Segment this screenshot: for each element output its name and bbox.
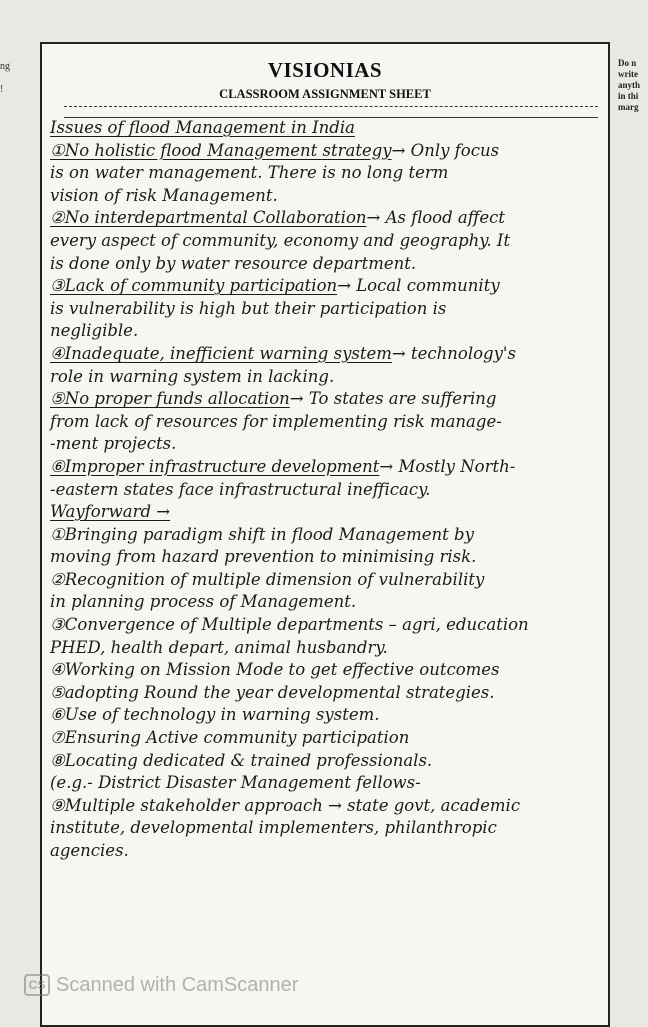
answer-line [50,772,620,795]
answer-line-text: ①Bringing paradigm shift in flood Management by [50,524,474,544]
answer-line-text: is done only by water resource department. [50,253,417,273]
answer-line-text: ⑥Use of technology in warning system. [50,705,380,725]
answer-line [50,840,620,863]
answer-line [50,320,620,343]
sheet-subtitle: CLASSROOM ASSIGNMENT SHEET [219,87,431,101]
answer-line-text: ⑤adopting Round the year developmental strategies. [50,682,495,702]
answer-line-text: PHED, health depart, animal husbandry. [50,637,388,657]
answer-line [50,343,620,366]
answer-line-underlined: Wayforward → [50,502,171,522]
watermark-text: Scanned with CamScanner [56,973,299,996]
answer-line [50,704,620,727]
right-margin-line: Do n [618,58,637,68]
answer-line-text: ⑦Ensuring Active community participation [50,728,410,748]
answer-line-text: ③Convergence of Multiple departments – agri, education [50,615,529,635]
answer-line [50,637,620,660]
right-margin-line: in thi [618,91,639,101]
answer-line-text: is on water management. There is no long term [50,163,449,183]
answer-line [50,456,620,479]
answer-line [50,253,620,276]
answer-line [50,795,620,818]
answer-line-text: is vulnerability is high but their participation is [50,298,447,318]
answer-line-text: → Local community [337,276,500,296]
right-margin-line: marg [618,102,639,112]
answer-line-text: → Mostly North- [379,456,516,476]
answer-line [50,591,620,614]
answer-line-text: → As flood affect [366,208,506,228]
answer-line [50,501,620,524]
answer-line [50,230,620,253]
answer-line-text: in planning process of Management. [50,592,357,612]
camscanner-watermark [24,970,298,1000]
answer-line-text: agencies. [50,841,129,860]
answer-line-underlined: ④Inadequate, inefficient warning system [50,343,392,363]
answer-line [50,479,620,502]
assignment-sheet [40,42,610,1027]
answer-heading-text: Issues of flood Management in India [50,118,355,137]
answer-line-text: ②Recognition of multiple dimension of vulnerability [50,569,485,589]
answer-line-text: -ment projects. [50,434,177,454]
answer-line-underlined: ①No holistic flood Management strategy [50,140,392,160]
answer-line [50,750,620,773]
answer-line-text: -eastern states face infrastructural inefficacy. [50,479,431,499]
answer-line-text: ④Working on Mission Mode to get effective outcomes [50,660,500,680]
answer-line [50,433,620,456]
right-margin-line: anyth [618,80,641,90]
handwritten-answer [50,117,620,863]
answer-line [50,388,620,411]
answer-line-text: role in warning system in lacking. [50,366,335,386]
answer-line-underlined: ⑥Improper infrastructure development [50,456,380,476]
answer-line [50,727,620,750]
answer-line-underlined: ⑤No proper funds allocation [50,389,290,409]
header-dashed-rule [64,106,598,107]
answer-line [50,298,620,321]
answer-line [50,207,620,230]
answer-line-text: vision of risk Management. [50,185,278,205]
answer-line [50,614,620,637]
answer-line-text: → To states are suffering [289,389,497,409]
answer-line [50,569,620,592]
answer-line [50,546,620,569]
answer-heading [50,117,620,140]
left-margin-line: ! [0,84,4,95]
answer-line-text: (e.g.- District Disaster Management fellows- [50,773,421,793]
answer-line [50,162,620,185]
answer-line [50,275,620,298]
answer-line [50,411,620,434]
answer-line [50,366,620,389]
answer-line-text: → Only focus [391,140,500,160]
answer-line-text: ⑧Locating dedicated & trained professionals. [50,750,433,770]
answer-line [50,140,620,163]
answer-line-text: negligible. [50,321,139,341]
sheet-title: VISIONIAS [267,58,383,82]
answer-line-text: → technology's [391,343,516,363]
right-margin-line: write [618,69,638,79]
camscanner-logo-icon: CS [24,974,50,996]
answer-lines [50,140,620,863]
answer-line [50,682,620,705]
answer-line [50,185,620,208]
answer-line-underlined: ②No interdepartmental Collaboration [50,208,367,228]
answer-line-text: every aspect of community, economy and geography. It [50,230,511,250]
answer-line [50,817,620,840]
answer-line-text: institute, developmental implementers, philanthropic [50,818,497,838]
answer-line-text: moving from hazard prevention to minimising risk. [50,547,477,567]
answer-line-underlined: ③Lack of community participation [50,276,338,296]
left-margin-text [0,60,30,96]
answer-line [50,524,620,547]
left-margin-line: ng [0,61,10,72]
answer-line-text: ⑨Multiple stakeholder approach → state govt, academic [50,795,521,815]
answer-line [50,659,620,682]
answer-line-text: from lack of resources for implementing risk manage- [50,411,502,431]
right-margin-note [618,58,648,113]
